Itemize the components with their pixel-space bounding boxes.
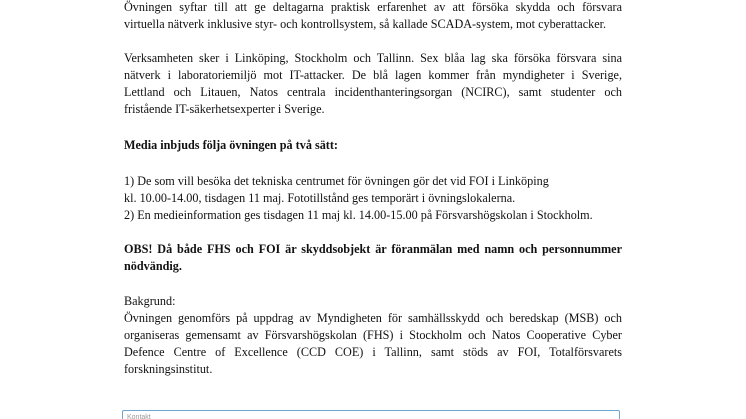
intro-line-2: virtuella nätverk inklusive styr- och kontrollsystem, så kallade SCADA-system, mot cyberattacker. [124,17,607,31]
location-line-3: Lettland och Litauen, Natos centrala incidenthanteringsorgan (NCIRC), samt studenter och [124,85,622,99]
location-paragraph [124,50,622,118]
media-item-line-3: 2) En medieinformation ges tisdagen 11 maj kl. 14.00-15.00 på Försvarshögskolan i Stockholm. [124,208,593,222]
media-heading [124,137,622,154]
contact-box-label: Kontakt [127,414,151,419]
background-line-3: Defence Centre of Excellence (CCD COE) i Tallinn, samt stöds av FOI, Totalförsvarets [124,345,622,359]
obs-notice [124,241,622,275]
background-paragraph [124,310,622,378]
location-line-4: fristående IT-säkerhetsexperter i Sverige. [124,102,325,116]
intro-line-1: Övningen syftar till att ge deltagarna praktisk erfarenhet av att försöka skydda och försvara [124,0,622,14]
background-line-4: forskningsinstitut. [124,362,213,376]
media-list [124,173,622,224]
contact-box [122,410,620,419]
media-heading-text: Media inbjuds följa övningen på två sätt: [124,138,338,152]
media-item-line-2: kl. 10.00-14.00, tisdagen 11 maj. Fototillstånd ges temporärt i övningslokalerna. [124,191,516,205]
background-line-2: organiseras gemensamt av Försvarshögskolan (FHS) i Stockholm och Natos Cooperative Cyber [124,328,622,342]
obs-line-2: nödvändig. [124,259,182,273]
location-line-2: nätverk i laboratoriemiljö mot IT-attacker. De blå lagen kommer från myndigheter i Sverige, [124,68,622,82]
media-item-line-1: 1) De som vill besöka det tekniska centrumet för övningen gör det vid FOI i Linköping [124,174,549,188]
background-heading-text: Bakgrund: [124,294,176,308]
obs-line-1: OBS! Då både FHS och FOI är skyddsobjekt är föranmälan med namn och personnummer [124,242,622,256]
intro-paragraph [124,0,622,33]
background-heading [124,293,622,310]
location-line-1: Verksamheten sker i Linköping, Stockholm och Tallinn. Sex blåa lag ska försöka försvara sina [124,51,622,65]
background-line-1: Övningen genomförs på uppdrag av Myndigheten för samhällsskydd och beredskap (MSB) och [124,311,622,325]
